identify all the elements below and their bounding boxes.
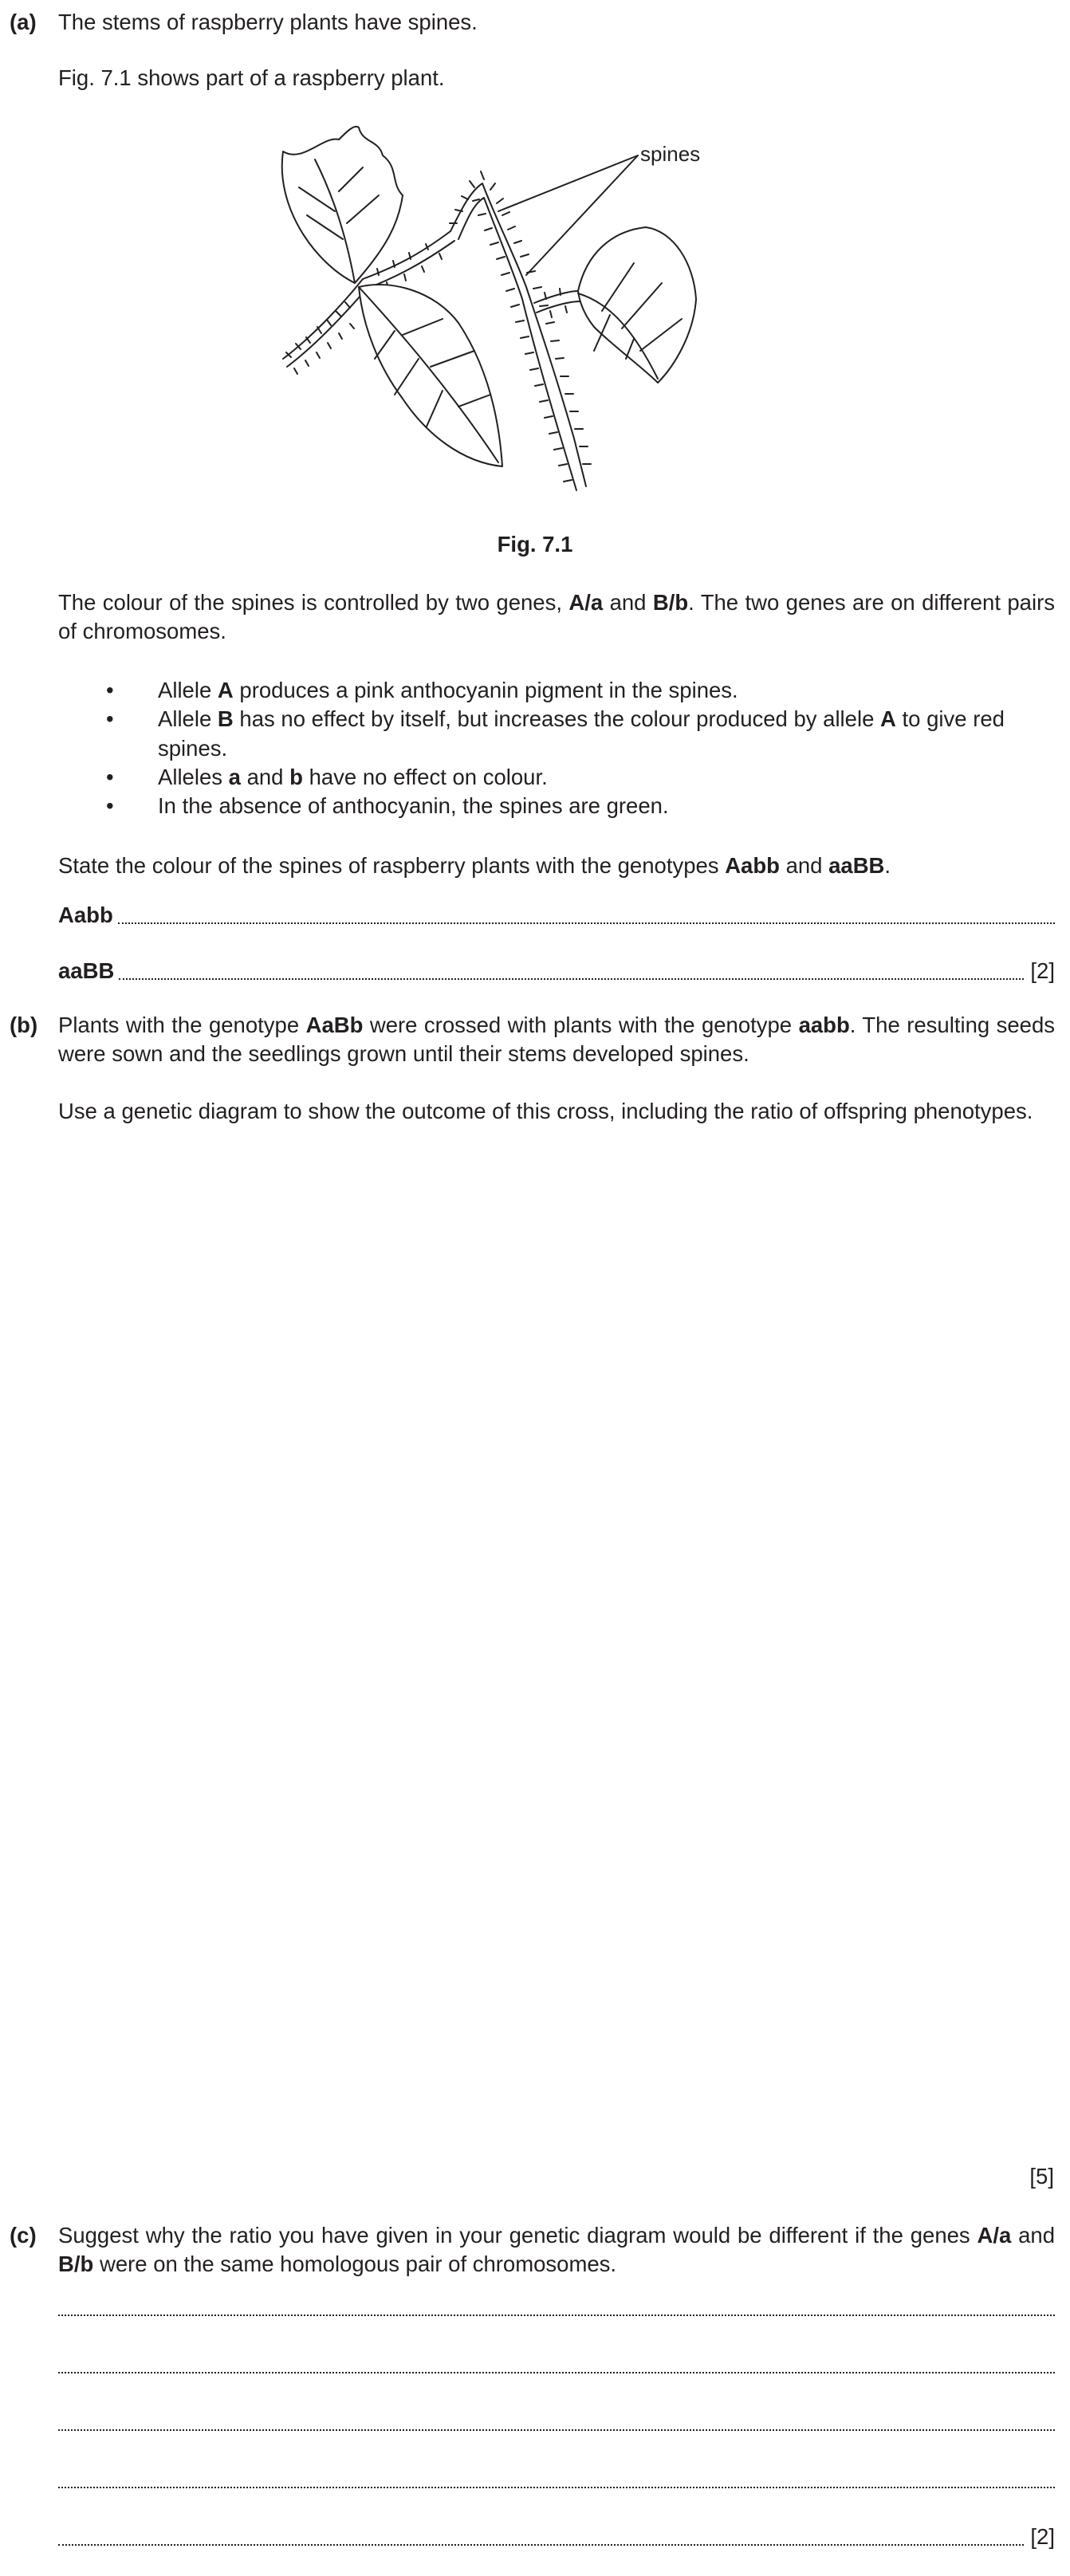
part-c-label: (c) [10, 2223, 37, 2248]
bullet-item: • Allele B has no effect by itself, but increases the colour produced by allele A to give red spines. [106, 706, 1005, 761]
answer-line-aabb2[interactable]: aaBB [2] [58, 957, 1055, 985]
part-a-genes-paragraph: The colour of the spines is controlled by two genes, A/a and B/b. The two genes are on different pairs of chromosomes. [58, 590, 1055, 644]
part-a-fig-intro: Fig. 7.1 shows part of a raspberry plant. [58, 65, 445, 90]
part-a-question: State the colour of the spines of raspberry plants with the genotypes Aabb and aaBB. [58, 853, 891, 878]
marks-a: [2] [1030, 958, 1055, 983]
figure-caption: Fig. 7.1 [497, 532, 573, 556]
bullet-item: • In the absence of anthocyanin, the spines are green. [106, 793, 669, 819]
spines-label: spines [640, 142, 701, 166]
part-a-label: (a) [10, 10, 37, 34]
part-b-text: Plants with the genotype AaBb were crossed with plants with the genotype aabb. The resulting seeds were sown and the seedlings grown until their stems developed spines. [58, 1013, 1056, 1067]
genetic-diagram-answer-space[interactable] [58, 1164, 1055, 2145]
answer-line-c1[interactable] [58, 2293, 1055, 2322]
raspberry-plant-figure [259, 120, 706, 498]
marks-c: [2] [1030, 2523, 1055, 2549]
bullet-item: • Allele A produces a pink anthocyanin pigment in the spines. [106, 678, 738, 702]
part-b-label: (b) [10, 1013, 38, 1037]
part-b-instruction: Use a genetic diagram to show the outcome of this cross, including the ratio of offspring phenotypes. [58, 1099, 1033, 1123]
allele-bullet-list [58, 676, 1055, 820]
part-a-intro: The stems of raspberry plants have spines. [58, 10, 478, 34]
marks-b: [5] [1029, 2164, 1054, 2189]
answer-line-c5[interactable] [58, 2523, 1055, 2551]
answer-line-aabb[interactable]: Aabb [58, 901, 1055, 930]
part-c-text: Suggest why the ratio you have given in your genetic diagram would be different if the genes A/a and B/b were on the same homologous pair of chromosomes. [58, 2223, 1055, 2277]
bullet-item: • Alleles a and b have no effect on colour. [106, 764, 548, 789]
answer-line-c4[interactable] [58, 2465, 1055, 2494]
answer-line-c2[interactable] [58, 2350, 1055, 2379]
answer-line-c3[interactable] [58, 2408, 1055, 2436]
